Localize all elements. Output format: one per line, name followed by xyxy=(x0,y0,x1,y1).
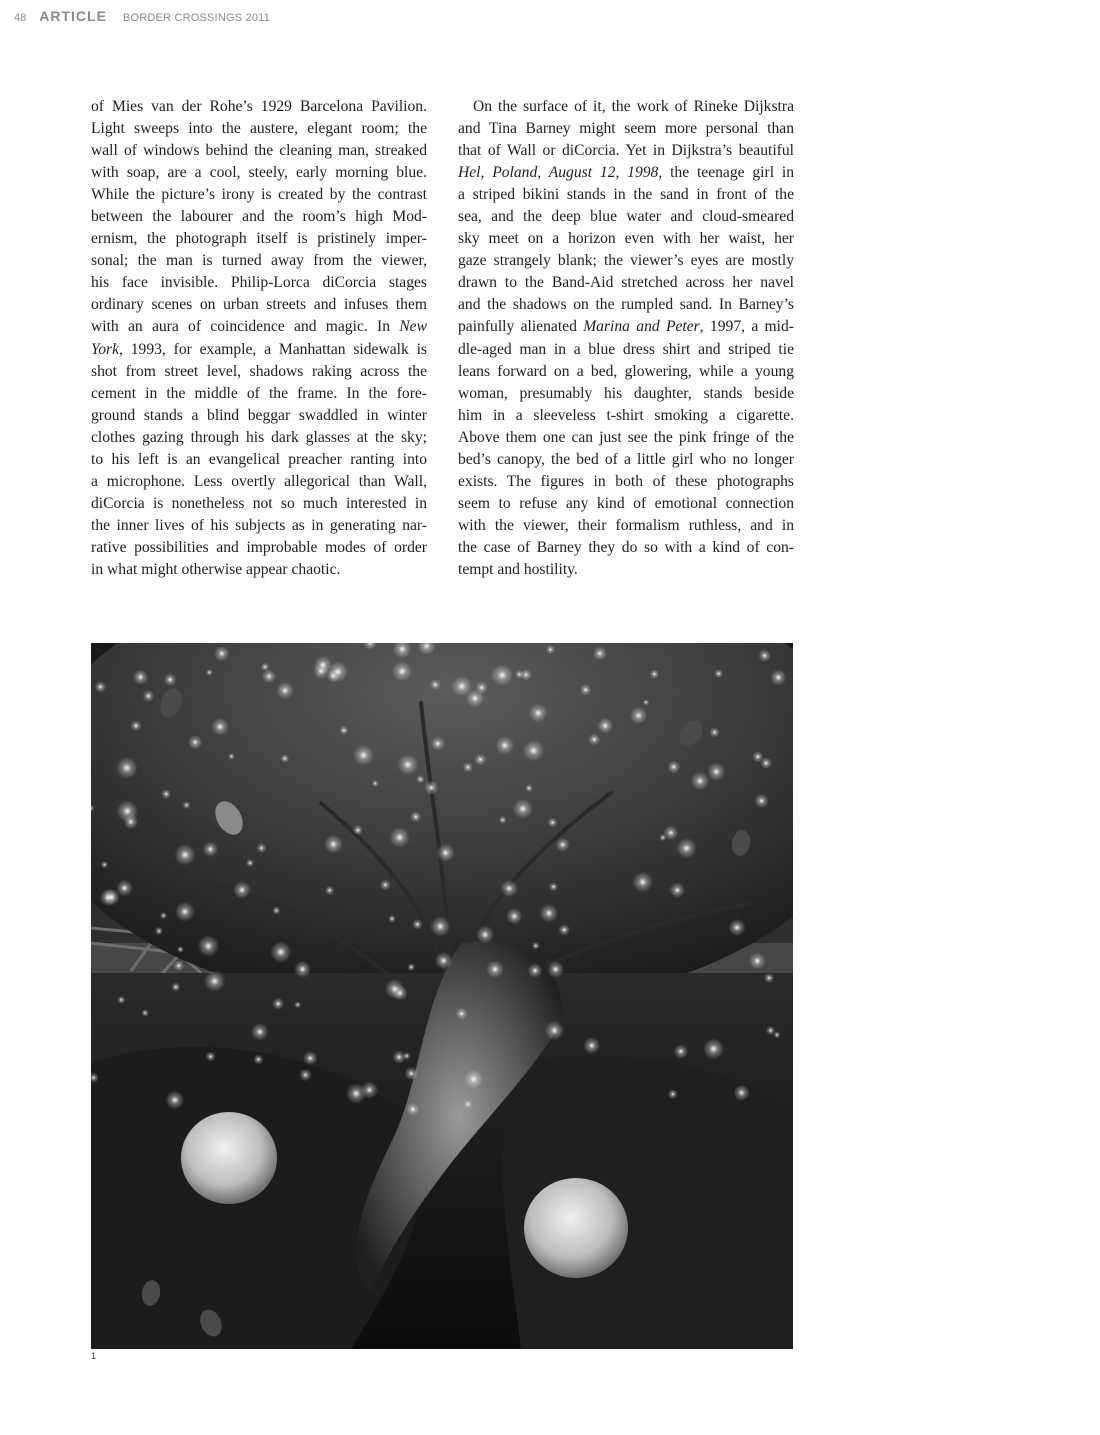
twinkle-light xyxy=(456,1008,468,1020)
twinkle-light xyxy=(728,919,745,936)
twinkle-light xyxy=(406,1103,419,1116)
twinkle-light xyxy=(183,801,191,809)
twinkle-light xyxy=(407,963,415,971)
twinkle-light xyxy=(580,684,592,696)
figure-number: 1 xyxy=(91,1351,97,1361)
twinkle-light xyxy=(435,952,453,970)
italic-title-fragment: Hel, Poland, August 12, 1998 xyxy=(458,164,659,182)
twinkle-light xyxy=(412,919,423,930)
text-line: While the picture’s irony is created by the contrast xyxy=(91,186,427,204)
twinkle-light xyxy=(520,669,531,680)
twinkle-light xyxy=(532,942,540,950)
italic-title-fragment: New xyxy=(399,318,428,336)
twinkle-light xyxy=(294,961,311,978)
twinkle-light xyxy=(714,669,723,678)
text-line: sky meet on a horizon even with her waist, her xyxy=(458,230,794,248)
text-line: a striped bikini stands in the sand in front of the xyxy=(458,186,794,204)
twinkle-light xyxy=(197,935,219,957)
text-line: of Mies van der Rohe’s 1929 Barcelona Pavilion. xyxy=(91,98,427,115)
text-line: clothes gazing through his dark glasses at the sky; xyxy=(91,428,427,446)
twinkle-light xyxy=(667,760,680,773)
twinkle-light xyxy=(475,681,488,694)
article-column-left xyxy=(91,96,427,581)
twinkle-light xyxy=(95,681,107,693)
twinkle-light xyxy=(754,794,768,808)
twinkle-light xyxy=(668,1089,678,1099)
twinkle-light xyxy=(133,669,149,685)
twinkle-light xyxy=(523,740,544,761)
text-line: woman, presumably his daughter, stands beside xyxy=(458,384,794,402)
twinkle-light xyxy=(206,669,213,676)
twinkle-light xyxy=(388,915,396,923)
text-line: wall of windows behind the cleaning man, streaked xyxy=(91,142,427,160)
twinkle-light xyxy=(410,811,421,822)
text-line: the inner lives of his subjects as in generating nar- xyxy=(91,516,427,534)
twinkle-light xyxy=(545,1021,564,1040)
twinkle-light xyxy=(546,645,555,654)
italic-title-fragment: Marina and Peter xyxy=(583,318,700,336)
text-fragment: , the teenage girl in xyxy=(658,164,794,182)
twinkle-light xyxy=(272,998,284,1010)
text-line: that of Wall or diCorcia. Yet in Dijkstra’s beautiful xyxy=(458,142,794,160)
twinkle-light xyxy=(251,1023,269,1041)
twinkle-light xyxy=(709,727,719,737)
twinkle-light xyxy=(324,835,343,854)
twinkle-light xyxy=(339,726,348,735)
text-line xyxy=(458,316,794,338)
text-line: ground stands a blind beggar swaddled in winter xyxy=(91,406,427,424)
twinkle-light xyxy=(124,814,139,829)
twinkle-light xyxy=(691,772,710,791)
twinkle-light xyxy=(593,646,607,660)
twinkle-light xyxy=(214,646,230,662)
twinkle-light xyxy=(233,881,251,899)
text-line: dle-aged man in a blue dress shirt and striped tie xyxy=(458,340,794,358)
text-line: ernism, the photograph itself is pristinely imper- xyxy=(91,230,427,248)
photograph-illustration xyxy=(91,643,793,1349)
twinkle-light xyxy=(253,1054,263,1064)
twinkle-light xyxy=(659,834,666,841)
twinkle-light xyxy=(770,669,786,685)
text-fragment: with an aura of coincidence and magic. In xyxy=(91,318,391,336)
publication-label: BORDER CROSSINGS 2011 xyxy=(122,12,270,24)
twinkle-light xyxy=(452,676,472,696)
italic-title-fragment: York xyxy=(91,340,120,358)
twinkle-light xyxy=(733,1085,749,1101)
twinkle-light xyxy=(583,1037,600,1054)
twinkle-light xyxy=(294,1001,301,1008)
twinkle-light xyxy=(171,982,181,992)
twinkle-light xyxy=(500,880,517,897)
twinkle-light xyxy=(650,669,660,679)
text-line xyxy=(91,316,427,338)
text-line: exists. The figures in both of these photographs xyxy=(458,472,794,490)
twinkle-light xyxy=(276,682,294,700)
twinkle-light xyxy=(380,879,391,890)
twinkle-light xyxy=(204,970,226,992)
twinkle-light xyxy=(630,707,648,725)
twinkle-light xyxy=(525,784,533,792)
twinkle-light xyxy=(353,745,374,766)
text-line: ordinary scenes on urban streets and infuses them xyxy=(91,296,427,314)
text-line: bed’s canopy, the bed of a little girl who no longer xyxy=(458,450,794,468)
twinkle-light xyxy=(513,799,533,819)
twinkle-light xyxy=(361,1081,378,1098)
twinkle-light xyxy=(430,916,451,937)
twinkle-light xyxy=(476,926,494,944)
twinkle-light xyxy=(773,1031,780,1038)
twinkle-light xyxy=(103,889,120,906)
twinkle-light xyxy=(353,825,363,835)
photograph xyxy=(91,643,793,1349)
twinkle-light xyxy=(556,838,570,852)
twinkle-light xyxy=(540,904,559,923)
twinkle-light xyxy=(116,757,138,779)
twinkle-light xyxy=(175,902,195,922)
text-line: diCorcia is nonetheless not so much interested in xyxy=(91,494,427,512)
twinkle-light xyxy=(703,1038,724,1059)
text-line: to his left is an evangelical preacher ranting into xyxy=(91,450,427,468)
twinkle-light xyxy=(155,927,164,936)
twinkle-light xyxy=(403,1052,411,1060)
text-line: a microphone. Less overtly allegorical than Wall, xyxy=(91,472,427,490)
text-line: with the viewer, their formalism ruthless, and in xyxy=(458,516,794,534)
twinkle-light xyxy=(597,718,613,734)
text-fragment: , 1993, for example, a Manhattan sidewalk is xyxy=(119,340,427,358)
twinkle-light xyxy=(389,827,410,848)
text-line: the case of Barney they do so with a kind of con- xyxy=(458,538,794,556)
twinkle-light xyxy=(372,780,379,787)
text-line: seem to refuse any kind of emotional connection xyxy=(458,494,794,512)
twinkle-light xyxy=(436,844,454,862)
twinkle-light xyxy=(669,882,685,898)
text-line: shot from street level, shadows raking across the xyxy=(91,362,427,380)
twinkle-light xyxy=(392,661,412,681)
text-line: Above them one can just see the pink fringe of the xyxy=(458,428,794,446)
twinkle-light xyxy=(707,763,725,781)
twinkle-light xyxy=(464,1100,473,1109)
twinkle-light xyxy=(117,996,125,1004)
twinkle-light xyxy=(141,1009,149,1017)
twinkle-light xyxy=(397,754,418,775)
twinkle-light xyxy=(676,838,697,859)
twinkle-light xyxy=(474,753,486,765)
text-line xyxy=(458,162,794,184)
twinkle-light xyxy=(499,816,507,824)
twinkle-light xyxy=(430,679,440,689)
text-fragment: , 1997, a mid- xyxy=(699,318,794,336)
text-line: gaze strangely blank; the viewer’s eyes are mostly xyxy=(458,252,794,270)
twinkle-light xyxy=(674,1044,688,1058)
twinkle-light xyxy=(643,699,650,706)
text-line: and Tina Barney might seem more personal than xyxy=(458,120,794,138)
twinkle-light xyxy=(303,1051,318,1066)
paragraph xyxy=(91,96,427,581)
twinkle-light xyxy=(496,736,515,755)
twinkle-light xyxy=(547,961,564,978)
text-line: between the labourer and the room’s high Mod- xyxy=(91,208,427,226)
text-line: with soap, are a cool, steely, early morning blue. xyxy=(91,164,427,182)
twinkle-light xyxy=(272,906,281,915)
text-fragment: painfully alienated xyxy=(458,318,577,336)
twinkle-light xyxy=(632,872,653,893)
twinkle-light xyxy=(464,1070,483,1089)
text-line: Light sweeps into the austere, elegant room; the xyxy=(91,120,427,138)
twinkle-light xyxy=(206,1051,216,1061)
twinkle-light xyxy=(174,844,195,865)
twinkle-light xyxy=(588,733,600,745)
twinkle-light xyxy=(174,960,185,971)
text-line: drawn to the Band-Aid stretched across her navel xyxy=(458,274,794,292)
twinkle-light xyxy=(203,841,219,857)
text-line: rative possibilities and improbable modes of order xyxy=(91,538,427,556)
twinkle-light xyxy=(416,775,425,784)
twinkle-light xyxy=(549,882,558,891)
twinkle-light xyxy=(246,859,254,867)
section-label: ARTICLE xyxy=(39,8,107,24)
text-line: sonal; the man is turned away from the viewer, xyxy=(91,252,427,270)
paragraph xyxy=(458,96,794,581)
twinkle-light xyxy=(528,963,543,978)
twinkle-light xyxy=(261,663,270,672)
twinkle-light xyxy=(764,973,774,983)
article-column-right xyxy=(458,96,794,581)
twinkle-light xyxy=(506,908,523,925)
twinkle-light xyxy=(758,649,771,662)
text-line: him in a sleeveless t-shirt smoking a cigarette. xyxy=(458,406,794,424)
twinkle-light xyxy=(325,886,334,895)
text-line: leans forward on a bed, glowering, while a young xyxy=(458,362,794,380)
twinkle-light xyxy=(161,789,171,799)
twinkle-light xyxy=(752,751,763,762)
page-number: 48 xyxy=(14,12,27,24)
twinkle-light xyxy=(313,663,329,679)
twinkle-light xyxy=(262,669,276,683)
text-line: and the shadows on the rumpled sand. In Barney’s xyxy=(458,296,794,314)
twinkle-light xyxy=(280,754,289,763)
twinkle-light xyxy=(101,861,109,869)
twinkle-light xyxy=(211,718,229,736)
text-line: cement in the middle of the frame. In the fore- xyxy=(91,384,427,402)
head-left xyxy=(181,1112,277,1204)
text-line: in what might otherwise appear chaotic. xyxy=(91,560,341,578)
twinkle-light xyxy=(529,704,548,723)
text-line: sea, and the deep blue water and cloud-smeared xyxy=(458,208,794,226)
twinkle-light xyxy=(404,1067,418,1081)
twinkle-light xyxy=(130,720,141,731)
twinkle-light xyxy=(256,843,266,853)
twinkle-light xyxy=(228,753,235,760)
twinkle-light xyxy=(491,664,513,686)
twinkle-light xyxy=(299,1069,312,1082)
running-head xyxy=(14,8,270,24)
twinkle-light xyxy=(165,1091,184,1110)
twinkle-light xyxy=(188,735,202,749)
twinkle-light xyxy=(270,941,292,963)
twinkle-light xyxy=(749,953,766,970)
head-right xyxy=(524,1178,628,1278)
twinkle-light xyxy=(424,781,438,795)
twinkle-light xyxy=(463,762,473,772)
twinkle-light xyxy=(558,924,570,936)
twinkle-light xyxy=(177,946,184,953)
twinkle-light xyxy=(143,690,155,702)
text-line: On the surface of it, the work of Rineke Dijkstra xyxy=(473,98,794,115)
twinkle-light xyxy=(160,912,168,920)
text-line: his face invisible. Philip-Lorca diCorcia stages xyxy=(91,274,427,292)
twinkle-light xyxy=(486,960,504,978)
text-line: tempt and hostility. xyxy=(458,560,578,578)
twinkle-light xyxy=(431,737,445,751)
text-line xyxy=(91,339,427,361)
twinkle-light xyxy=(164,673,177,686)
twinkle-light xyxy=(547,817,557,827)
twinkle-light xyxy=(385,979,405,999)
